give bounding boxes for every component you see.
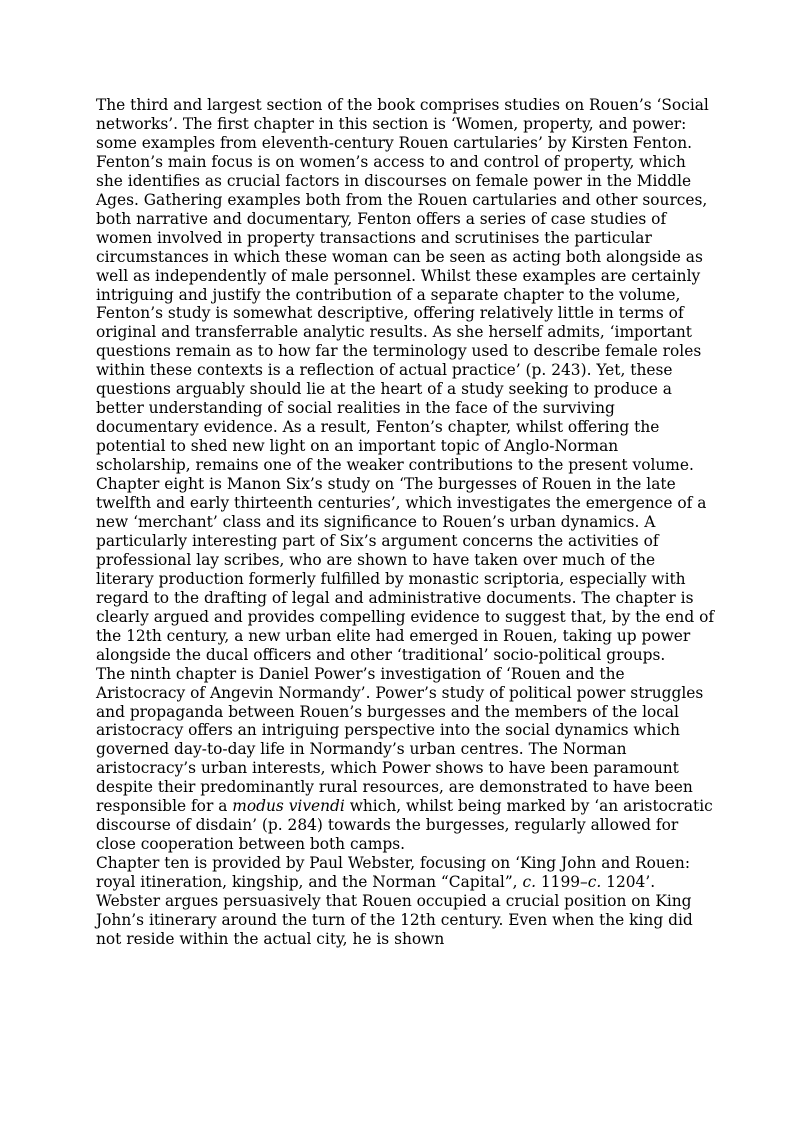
document-page — [96, 96, 716, 949]
paragraph-text: Chapter ten is provided by Paul Webster, focusing on ‘King John and Rouen: royal itineration, kingship, and the Norman “Capital”, — [96, 854, 691, 892]
italic-circa: c. — [587, 873, 602, 892]
paragraph-chapter-nine-power — [96, 665, 716, 855]
paragraph-text: which, whilst being marked by ‘an aristocratic discourse of disdain’ (p. 284) towards the burgesses, regularly allowed for close cooperation between both camps. — [96, 797, 713, 854]
paragraph-chapter-eight-six: Chapter eight is Manon Six’s study on ‘The burgesses of Rouen in the late twelfth and early thirteenth centuries’, which investigates the emergence of a new ‘merchant’ class and its significance to Rouen’s urban dynamics. A particularly interesting part of Six’s argument concerns the activities of professional lay scribes, who are shown to have taken over much of the literary production formerly fulfilled by monastic scriptoria, especially with regard to the drafting of legal and administrative documents. The chapter is clearly argued and provides compelling evidence to suggest that, by the end of the 12th century, a new urban elite had emerged in Rouen, taking up power alongside the ducal officers and other ‘traditional’ socio-political groups. — [96, 475, 715, 664]
paragraph-social-networks-fenton: The third and largest section of the book comprises studies on Rouen’s ‘Social networks’. The first chapter in this section is ‘Women, property, and power: some examples from eleventh-century Rouen cartularies’ by Kirsten Fenton. Fenton’s main focus is on women’s access to and control of property, which she identifies as crucial factors in discourses on female power in the Middle Ages. Gathering examples both from the Rouen cartularies and other sources, both narrative and documentary, Fenton offers a series of case studies of women involved in property transactions and scrutinises the particular circumstances in which these woman can be seen as acting both alongside as well as independently of male personnel. Whilst these examples are certainly intriguing and justify the contribution of a separate chapter to the volume, Fenton’s study is somewhat descriptive, offering relatively little in terms of original and transferrable analytic results. As she herself admits, ‘important questions remain as to how far the terminology used to describe female roles within these contexts is a reflection of actual practice’ (p. 243). Yet, these questions arguably should lie at the heart of a study seeking to produce a better understanding of social realities in the face of the surviving documentary evidence. As a result, Fenton’s chapter, whilst offering the potential to shed new light on an important topic of Anglo-Norman scholarship, remains one of the weaker contributions to the present volume. — [96, 96, 709, 475]
paragraph-chapter-ten-webster — [96, 854, 716, 949]
italic-term-modus-vivendi: modus vivendi — [232, 797, 345, 816]
paragraph-text: 1204’. Webster argues persuasively that Rouen occupied a crucial position on King John’s itinerary around the turn of the 12th century. Even when the king did not reside within the actual city, he is shown — [96, 873, 693, 948]
paragraph-text: The ninth chapter is Daniel Power’s investigation of ‘Rouen and the Aristocracy of Angevin Normandy’. Power’s study of political power struggles and propaganda between Rouen’s burgesses and the members of the local aristocracy offers an intriguing perspective into the social dynamics which governed day-to-day life in Normandy’s urban centres. The Norman aristocracy’s urban interests, which Power shows to have been paramount despite their predominantly rural resources, are demonstrated to have been responsible for a — [96, 664, 704, 816]
paragraph-text: 1199– — [535, 873, 588, 892]
italic-circa: c. — [522, 873, 536, 892]
